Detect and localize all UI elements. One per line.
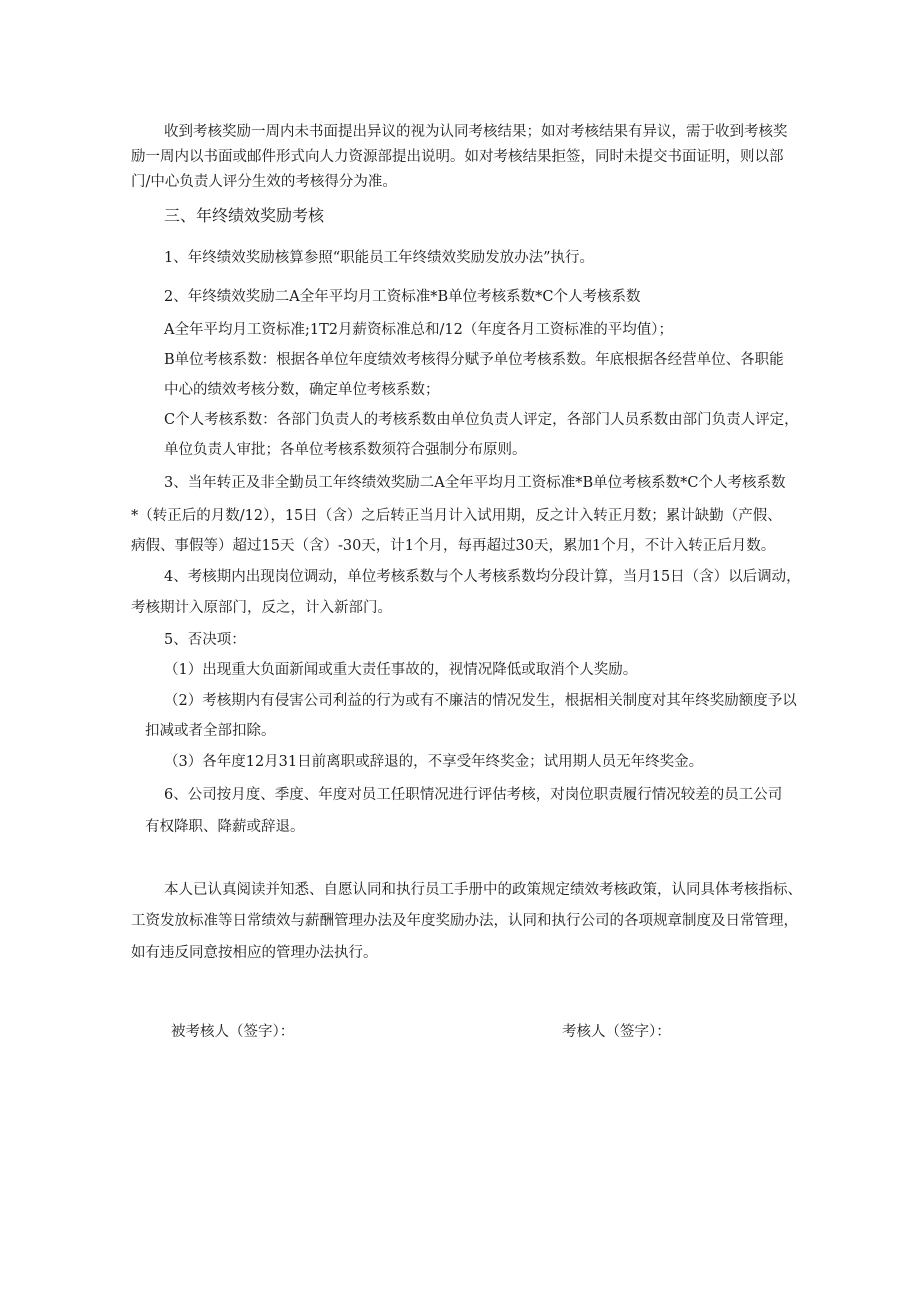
list-item-4: 4、考核期内出现岗位调动，单位考核系数与个人考核系数均分段计算，当月15日（含）以后调动， — [164, 569, 801, 585]
list-item-6: 有权降职、降薪或辞退。 — [145, 819, 305, 835]
list-item-6: 6、公司按月度、季度、年度对员工任职情况进行评估考核，对岗位职责履行情况较差的员工公司 — [164, 787, 783, 803]
paragraph-line: 门/中心负责人评分生效的考核得分为准。 — [131, 174, 397, 190]
list-item-5-3: （3）各年度12月31日前离职或辞退的，不享受年终奖金；试用期人员无年终奖金。 — [164, 754, 704, 770]
list-item-3: 病假、事假等）超过15天（含）-30天，计1个月，每再超过30天，累加1个月，不计入转正后月数。 — [131, 538, 776, 554]
list-item-5-2: 扣减或者全部扣除。 — [145, 723, 276, 739]
list-item-5-2: （2）考核期内有侵害公司利益的行为或有不廉洁的情况发生，根据相关制度对其年终奖励额度予以 — [164, 693, 797, 709]
list-item-2-a: A全年平均月工资标准;1T2月薪资标准总和/12（年度各月工资标准的平均值）； — [164, 322, 674, 338]
examiner-signature-label: 考核人（签字）： — [562, 1024, 671, 1040]
list-item-4: 考核期计入原部门，反之，计入新部门。 — [131, 600, 392, 616]
list-item-5: 5、否决项： — [164, 632, 246, 648]
list-item-5-1: （1）出现重大负面新闻或重大责任事故的，视情况降低或取消个人奖励。 — [164, 662, 638, 678]
declaration-line: 工资发放标准等日常绩效与薪酬管理办法及年度奖励办法，认同和执行公司的各项规章制度及日常管理， — [131, 913, 798, 929]
list-item-3: *（转正后的月数/12），15日（含）之后转正当月计入试用期，反之计入转正月数；累计缺勤（产假、 — [131, 508, 782, 524]
list-item-2: 2、年终绩效奖励二A全年平均月工资标准*B单位考核系数*C个人考核系数 — [164, 289, 641, 305]
declaration-line: 本人已认真阅读并知悉、自愿认同和执行员工手册中的政策规定绩效考核政策，认同具体考核指标、 — [164, 882, 802, 898]
list-item-2-b: B单位考核系数：根据各单位年度绩效考核得分赋予单位考核系数。年底根据各经营单位、各职能 — [164, 352, 784, 368]
paragraph-line: 收到考核奖励一周内未书面提出异议的视为认同考核结果；如对考核结果有异议，需于收到考核奖 — [164, 124, 788, 140]
list-item-2-c: C个人考核系数：各部门负责人的考核系数由单位负责人评定，各部门人员系数由部门负责人评定， — [164, 412, 799, 428]
examinee-signature-label: 被考核人（签字）： — [171, 1024, 295, 1040]
list-item-3: 3、当年转正及非全勤员工年终绩效奖励二A全年平均月工资标准*B单位考核系数*C个人考核系数 — [164, 475, 786, 491]
list-item-2-c: 单位负责人审批；各单位考核系数须符合强制分布原则。 — [164, 442, 527, 458]
paragraph-line: 励一周内以书面或邮件形式向人力资源部提出说明。如对考核结果拒签，同时未提交书面证明，则以部 — [131, 149, 784, 165]
declaration-line: 如有违反同意按相应的管理办法执行。 — [131, 945, 378, 961]
list-item-1: 1、年终绩效奖励核算参照“职能员工年终绩效奖励发放办法”执行。 — [164, 250, 595, 266]
list-item-2-b: 中心的绩效考核分数，确定单位考核系数； — [164, 382, 440, 398]
section-heading: 三、年终绩效奖励考核 — [164, 206, 325, 225]
